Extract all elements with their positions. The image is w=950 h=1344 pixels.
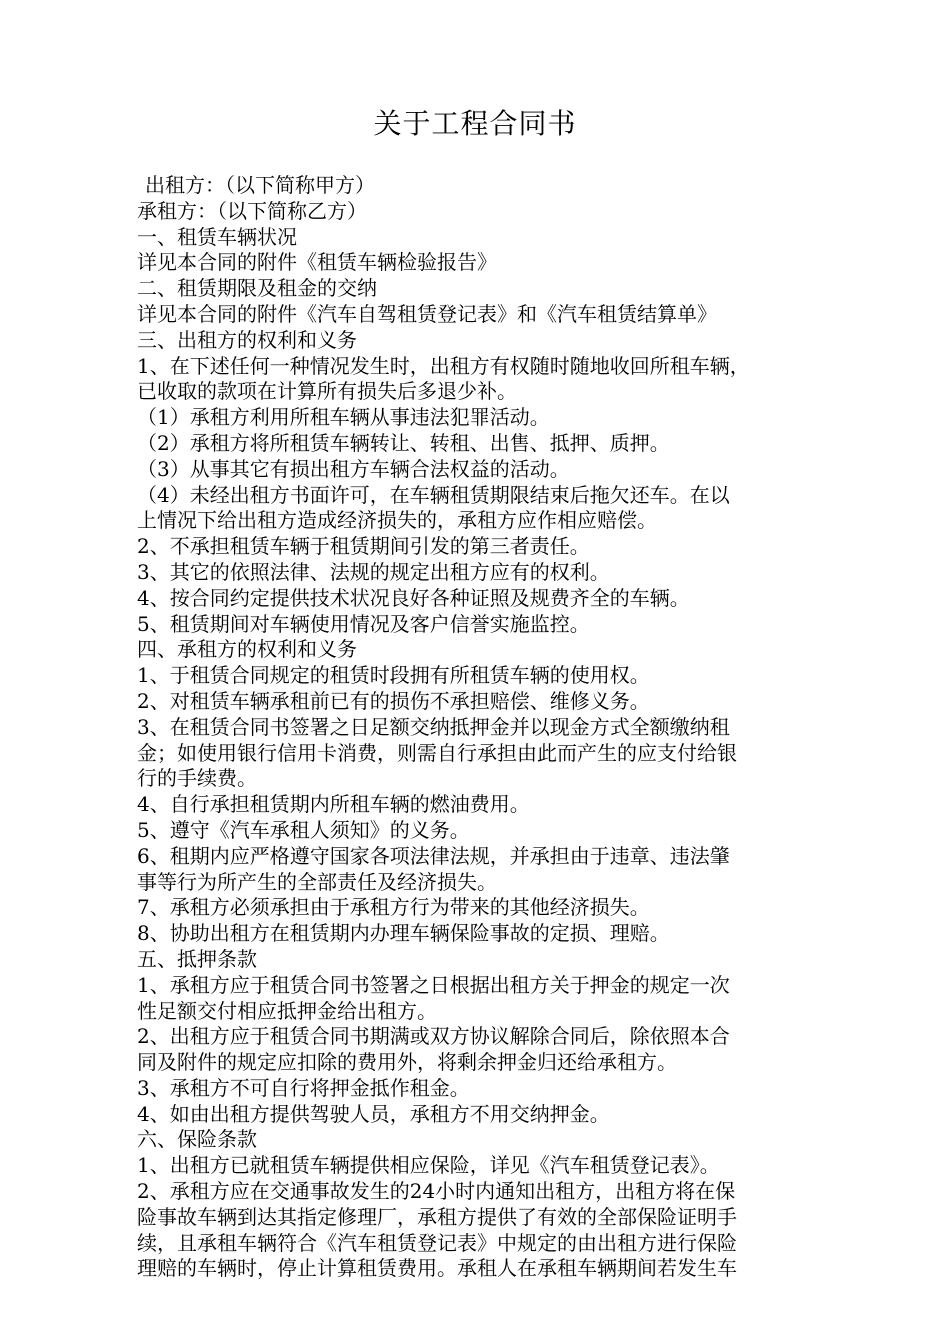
text-line: 事等行为所产生的全部责任及经济损失。 bbox=[137, 869, 497, 894]
document-body bbox=[137, 173, 829, 1282]
text-line: 理赔的车辆时，停止计算租赁费用。承租人在承租车辆期间若发生车 bbox=[137, 1256, 737, 1281]
text-line: 险事故车辆到达其指定修理厂，承租方提供了有效的全部保险证明手 bbox=[137, 1204, 737, 1229]
text-line: 7、承租方必须承担由于承租方行为带来的其他经济损失。 bbox=[137, 895, 650, 920]
text-line: （3）从事其它有损出租方车辆合法权益的活动。 bbox=[137, 456, 570, 481]
text-line: 三、出租方的权利和义务 bbox=[137, 327, 357, 352]
text-line: 已收取的款项在计算所有损失后多退少补。 bbox=[137, 379, 517, 404]
document-title: 关于工程合同书 bbox=[373, 107, 577, 140]
text-line: 上情况下给出租方造成经济损失的，承租方应作相应赔偿。 bbox=[137, 508, 657, 533]
text-line: 四、承租方的权利和义务 bbox=[137, 637, 357, 662]
text-line: 8、协助出租方在租赁期内办理车辆保险事故的定损、理赔。 bbox=[137, 921, 670, 946]
text-line: 六、保险条款 bbox=[137, 1127, 257, 1152]
text-line: 承租方：（以下简称乙方） bbox=[137, 198, 367, 223]
text-line: 3、承租方不可自行将押金抵作租金。 bbox=[137, 1075, 470, 1100]
text-line: 出租方：（以下简称甲方） bbox=[145, 173, 375, 197]
text-line: 五、抵押条款 bbox=[137, 946, 257, 971]
text-line: 二、租赁期限及租金的交纳 bbox=[137, 276, 377, 301]
text-line: 1、在下述任何一种情况发生时，出租方有权随时随地收回所租车辆， bbox=[137, 353, 750, 378]
text-line: 详见本合同的附件《租赁车辆检验报告》 bbox=[137, 250, 497, 275]
text-line: （2）承租方将所租赁车辆转让、转租、出售、抵押、质押。 bbox=[137, 430, 670, 455]
text-line: 一、租赁车辆状况 bbox=[137, 224, 297, 249]
text-line: （1）承租方利用所租车辆从事违法犯罪活动。 bbox=[137, 405, 550, 430]
text-line: 4、如由出租方提供驾驶人员，承租方不用交纳押金。 bbox=[137, 1101, 610, 1126]
text-line: 2、不承担租赁车辆于租赁期间引发的第三者责任。 bbox=[137, 534, 590, 559]
text-line: 2、对租赁车辆承租前已有的损伤不承担赔偿、维修义务。 bbox=[137, 688, 650, 713]
text-line: 性足额交付相应抵押金给出租方。 bbox=[137, 998, 437, 1023]
text-line: 3、在租赁合同书签署之日足额交纳抵押金并以现金方式全额缴纳租 bbox=[137, 714, 730, 739]
text-line: 4、自行承担租赁期内所租车辆的燃油费用。 bbox=[137, 792, 530, 817]
text-line: 同及附件的规定应扣除的费用外，将剩余押金归还给承租方。 bbox=[137, 1050, 677, 1075]
text-line: （4）未经出租方书面许可，在车辆租赁期限结束后拖欠还车。在以 bbox=[137, 482, 730, 507]
text-line: 行的手续费。 bbox=[137, 766, 257, 791]
text-line: 4、按合同约定提供技术状况良好各种证照及规费齐全的车辆。 bbox=[137, 585, 690, 610]
text-line: 3、其它的依照法律、法规的规定出租方应有的权利。 bbox=[137, 559, 610, 584]
text-line: 详见本合同的附件《汽车自驾租赁登记表》和《汽车租赁结算单》 bbox=[137, 301, 717, 326]
text-line: 2、承租方应在交通事故发生的24小时内通知出租方，出租方将在保 bbox=[137, 1179, 736, 1204]
text-line: 1、于租赁合同规定的租赁时段拥有所租赁车辆的使用权。 bbox=[137, 663, 650, 688]
text-line: 1、承租方应于租赁合同书签署之日根据出租方关于押金的规定一次 bbox=[137, 972, 730, 997]
text-line: 续，且承租车辆符合《汽车租赁登记表》中规定的由出租方进行保险 bbox=[137, 1230, 737, 1255]
text-line: 1、出租方已就租赁车辆提供相应保险，详见《汽车租赁登记表》。 bbox=[137, 1153, 720, 1178]
text-line: 5、遵守《汽车承租人须知》的义务。 bbox=[137, 817, 470, 842]
text-line: 6、租期内应严格遵守国家各项法律法规，并承担由于违章、违法肇 bbox=[137, 843, 730, 868]
text-line: 5、租赁期间对车辆使用情况及客户信誉实施监控。 bbox=[137, 611, 590, 636]
text-line: 2、出租方应于租赁合同书期满或双方协议解除合同后，除依照本合 bbox=[137, 1024, 730, 1049]
text-line: 金；如使用银行信用卡消费，则需自行承担由此而产生的应支付给银 bbox=[137, 740, 737, 765]
